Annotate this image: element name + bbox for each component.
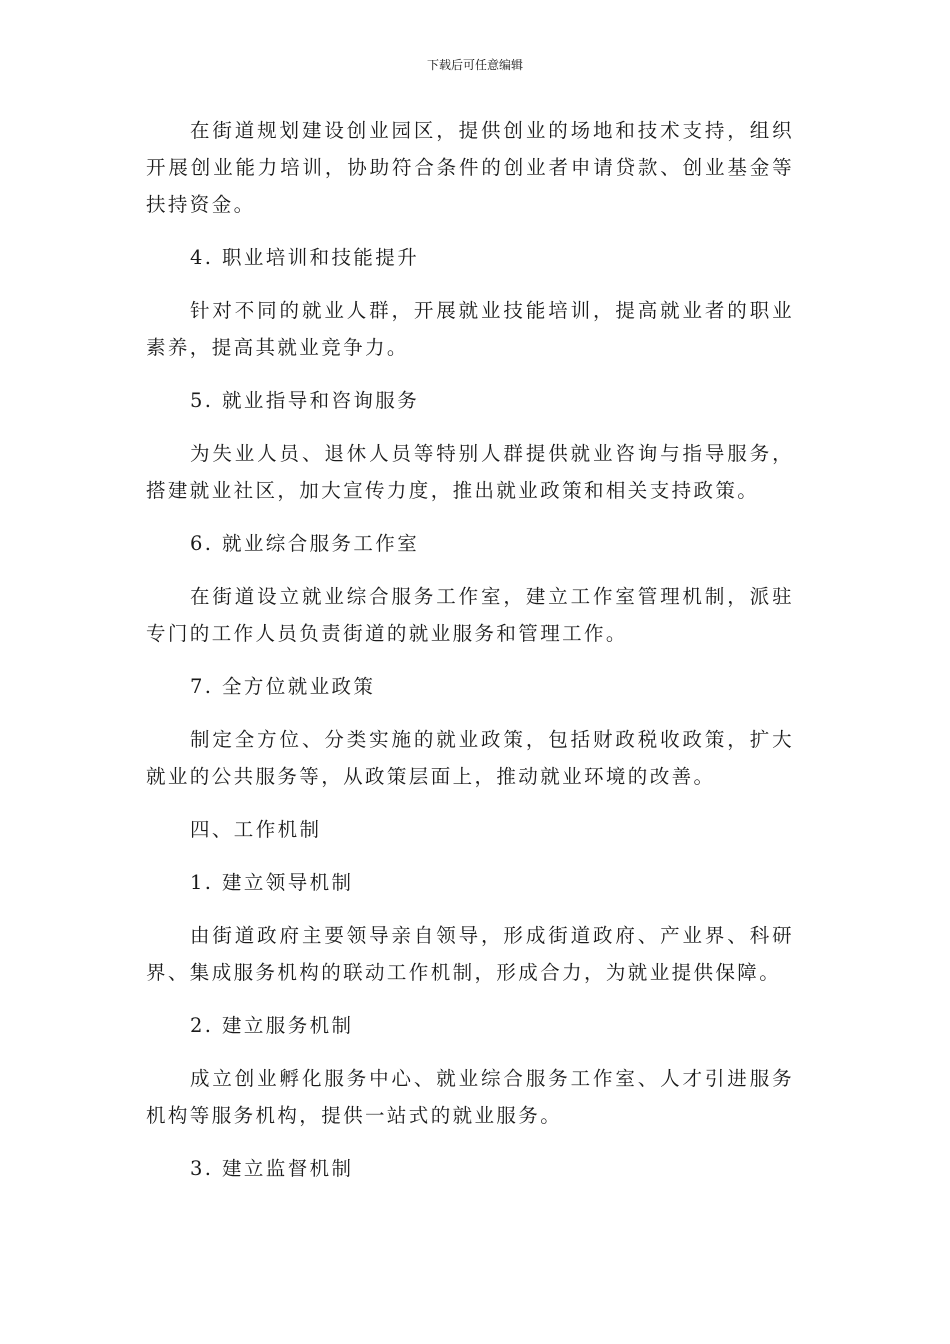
heading-leadership-mechanism: 1. 建立领导机制 [190, 871, 354, 894]
heading-service-studio: 6. 就业综合服务工作室 [190, 532, 420, 555]
paragraph-leadership-mechanism: 由街道政府主要领导亲自领导，形成街道政府、产业界、科研界、集成服务机构的联动工作机制，形成合力，为就业提供保障。 [146, 924, 794, 984]
paragraph-service-studio: 在街道设立就业综合服务工作室，建立工作室管理机制，派驻专门的工作人员负责街道的就业服务和管理工作。 [146, 585, 794, 645]
document-body [146, 112, 794, 1187]
section-heading-work-mechanism: 四、工作机制 [190, 818, 322, 841]
heading-supervision-mechanism: 3. 建立监督机制 [190, 1157, 354, 1180]
paragraph-employment-policy: 制定全方位、分类实施的就业政策，包括财政税收政策，扩大就业的公共服务等，从政策层面上，推动就业环境的改善。 [146, 728, 794, 788]
paragraph-employment-guidance: 为失业人员、退休人员等特别人群提供就业咨询与指导服务，搭建就业社区，加大宣传力度，推出就业政策和相关支持政策。 [146, 442, 794, 502]
heading-service-mechanism: 2. 建立服务机制 [190, 1014, 354, 1037]
paragraph-vocational-training: 针对不同的就业人群，开展就业技能培训，提高就业者的职业素养，提高其就业竞争力。 [146, 299, 794, 359]
page-header-note: 下载后可任意编辑 [426, 58, 523, 72]
paragraph-service-mechanism: 成立创业孵化服务中心、就业综合服务工作室、人才引进服务机构等服务机构，提供一站式的就业服务。 [146, 1067, 794, 1127]
paragraph-entrepreneurship-park: 在街道规划建设创业园区，提供创业的场地和技术支持，组织开展创业能力培训，协助符合条件的创业者申请贷款、创业基金等扶持资金。 [146, 119, 794, 216]
heading-employment-policy: 7. 全方位就业政策 [190, 675, 376, 698]
heading-employment-guidance: 5. 就业指导和咨询服务 [190, 389, 420, 412]
heading-vocational-training: 4. 职业培训和技能提升 [190, 246, 420, 269]
